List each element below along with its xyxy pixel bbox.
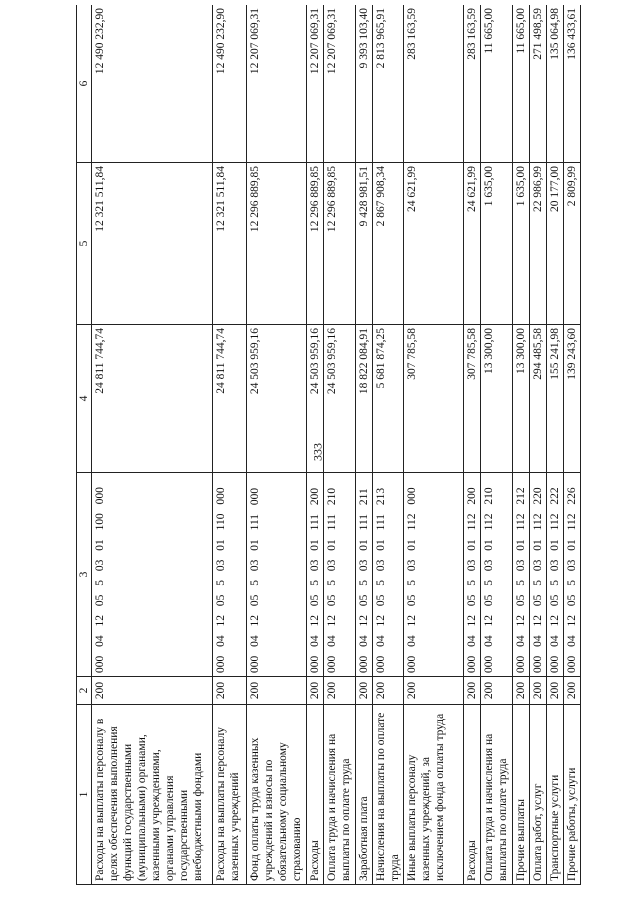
row-value-col6: 11 665,00 [513,5,530,163]
row-admin-code: 200 [547,677,564,705]
row-name: Расходы [464,705,481,885]
row-name: Фонд оплаты труда казенных учреждений и взносы по обязательному социальному страхованию [247,705,307,885]
row-budget-code: 000 04 12 05 5 03 01 112 210 [481,473,513,677]
row-admin-code: 200 [247,677,307,705]
table-row [373,5,404,885]
row-value-col4: 307 785,58 [404,325,464,473]
table-row [564,5,581,885]
table-row [92,5,213,885]
table-row [356,5,373,885]
row-admin-code: 200 [464,677,481,705]
row-value-col5: 1 635,00 [513,163,530,325]
row-value-col5: 1 635,00 [481,163,513,325]
column-header: 4 [77,325,92,473]
row-value-col4: 24 811 744,74 [213,325,247,473]
row-budget-code: 000 04 12 05 5 03 01 112 212 [513,473,530,677]
row-value-col6: 2 813 965,91 [373,5,404,163]
row-value-col6: 12 490 232,90 [92,5,213,163]
row-value-col6: 12 207 069,31 [247,5,307,163]
row-value-col6: 12 207 069,31 [324,5,356,163]
column-header: 1 [77,705,92,885]
row-value-col5: 12 296 889,85 [307,163,324,325]
row-value-col4: 13 300,00 [481,325,513,473]
row-budget-code: 000 04 12 05 5 03 01 111 213 [373,473,404,677]
row-value-col6: 283 163,59 [404,5,464,163]
row-value-col5: 24 621,99 [404,163,464,325]
row-name: Начисления на выплаты по оплате труда [373,705,404,885]
row-value-col4: 24 503 959,16 [247,325,307,473]
row-value-col5: 20 177,00 [547,163,564,325]
row-budget-code: 000 04 12 05 5 03 01 111 200 [307,473,324,677]
row-value-col6: 271 498,59 [530,5,547,163]
row-admin-code: 200 [213,677,247,705]
table-row [481,5,513,885]
row-admin-code: 200 [481,677,513,705]
column-header: 2 [77,677,92,705]
row-value-col4: 24 811 744,74 [92,325,213,473]
row-name: Оплата работ, услуг [530,705,547,885]
row-budget-code: 000 04 12 05 5 03 01 112 222 [547,473,564,677]
row-value-col4: 18 822 084,91 [356,325,373,473]
row-value-col4: 24 503 959,16 [307,325,324,473]
row-admin-code: 200 [324,677,356,705]
row-admin-code: 200 [373,677,404,705]
row-value-col6: 283 163,59 [464,5,481,163]
row-name: Расходы [307,705,324,885]
row-value-col6: 12 207 069,31 [307,5,324,163]
table-row [307,5,324,885]
budget-table [76,5,581,885]
row-value-col6: 11 665,00 [481,5,513,163]
table-row [247,5,307,885]
table-frame [76,5,581,885]
row-budget-code: 000 04 12 05 5 03 01 110 000 [213,473,247,677]
row-value-col4: 5 681 874,25 [373,325,404,473]
row-budget-code: 000 04 12 05 5 03 01 111 000 [247,473,307,677]
table-row [213,5,247,885]
row-admin-code: 200 [513,677,530,705]
table-row [530,5,547,885]
column-header: 6 [77,5,92,163]
row-value-col5: 24 621,99 [464,163,481,325]
row-budget-code: 000 04 12 05 5 03 01 112 200 [464,473,481,677]
row-value-col5: 12 321 511,84 [213,163,247,325]
row-admin-code: 200 [530,677,547,705]
row-value-col4: 13 300,00 [513,325,530,473]
table-row [404,5,464,885]
row-value-col4: 294 485,58 [530,325,547,473]
table-row [513,5,530,885]
row-value-col4: 24 503 959,16 [324,325,356,473]
row-value-col4: 155 241,98 [547,325,564,473]
table-row [464,5,481,885]
row-name: Оплата труда и начисления на выплаты по оплате труда [324,705,356,885]
column-header: 3 [77,473,92,677]
row-name: Оплата труда и начисления на выплаты по оплате труда [481,705,513,885]
row-value-col5: 22 986,99 [530,163,547,325]
row-budget-code: 000 04 12 05 5 03 01 100 000 [92,473,213,677]
row-value-col5: 2 867 908,34 [373,163,404,325]
row-name: Транспортные услуги [547,705,564,885]
row-budget-code: 000 04 12 05 5 03 01 112 000 [404,473,464,677]
row-value-col6: 136 433,61 [564,5,581,163]
row-budget-code: 000 04 12 05 5 03 01 111 210 [324,473,356,677]
row-value-col6: 12 490 232,90 [213,5,247,163]
row-name: Заработная плата [356,705,373,885]
row-name: Прочие работы, услуги [564,705,581,885]
row-budget-code: 000 04 12 05 5 03 01 112 226 [564,473,581,677]
row-budget-code: 000 04 12 05 5 03 01 111 211 [356,473,373,677]
row-admin-code: 200 [307,677,324,705]
page-number: 333 [310,443,325,461]
row-value-col4: 307 785,58 [464,325,481,473]
row-value-col6: 135 064,98 [547,5,564,163]
row-admin-code: 200 [404,677,464,705]
row-admin-code: 200 [564,677,581,705]
row-value-col5: 12 321 511,84 [92,163,213,325]
row-value-col4: 139 243,60 [564,325,581,473]
row-budget-code: 000 04 12 05 5 03 01 112 220 [530,473,547,677]
row-name: Расходы на выплаты персоналу казенных учреждений [213,705,247,885]
row-value-col5: 12 296 889,85 [324,163,356,325]
row-value-col6: 9 393 103,40 [356,5,373,163]
row-admin-code: 200 [92,677,213,705]
row-value-col5: 12 296 889,85 [247,163,307,325]
row-admin-code: 200 [356,677,373,705]
row-name: Иные выплаты персоналу казенных учреждений, за исключением фонда оплаты труда [404,705,464,885]
row-name: Прочие выплаты [513,705,530,885]
column-header: 5 [77,163,92,325]
row-value-col5: 2 809,99 [564,163,581,325]
rotated-table-wrapper [76,5,581,885]
table-row [324,5,356,885]
row-value-col5: 9 428 981,51 [356,163,373,325]
table-header-row [77,5,92,885]
table-row [547,5,564,885]
row-name: Расходы на выплаты персоналу в целях обеспечения выполнения функций государственными (муниципальными) органами, казенными учреждениями, органами управления государственными внебюджетными фондами [92,705,213,885]
